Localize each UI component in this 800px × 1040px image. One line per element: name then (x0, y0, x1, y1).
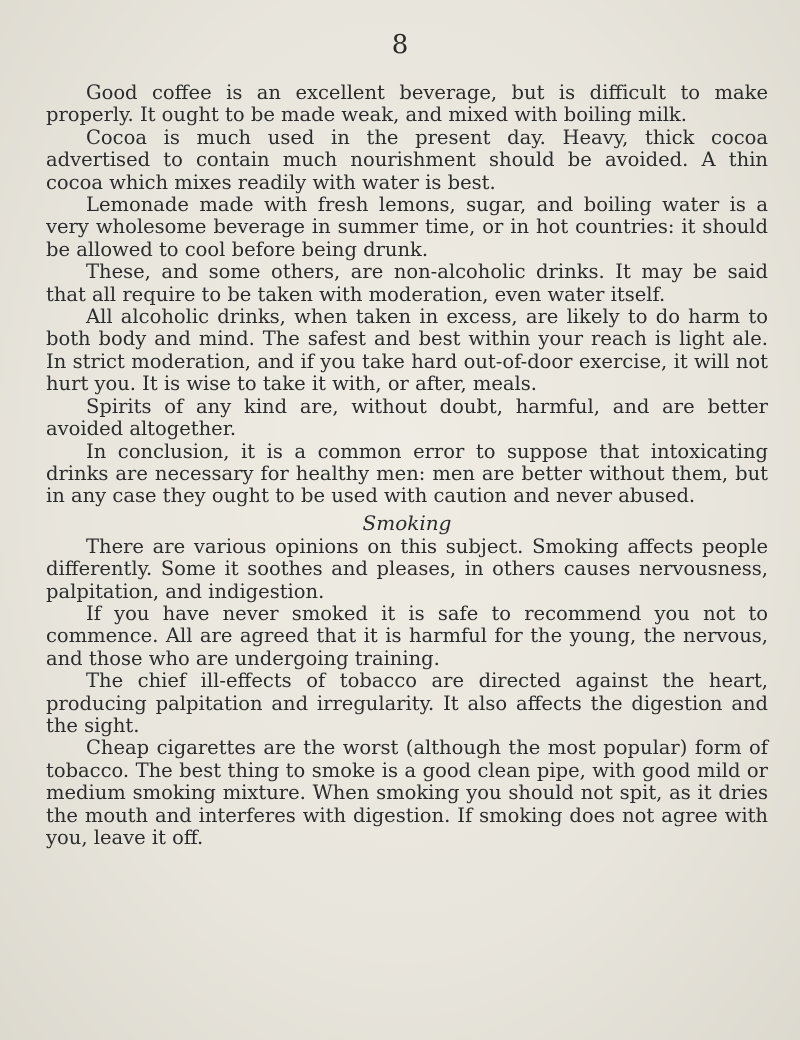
paragraph-ill-effects: The chief ill-effects of tobacco are directed against the heart, producing palpitation and irregularity. It also affects the digestion and the sight. (46, 669, 768, 737)
page-number: 8 (391, 30, 409, 60)
paragraph-alcoholic: All alcoholic drinks, when taken in excess, are likely to do harm to both body and mind. The safest and best within your reach is light ale. In strict moderation, and if you take hard out-of-door exercise, it will not hurt you. It is wise to take it with, or after, meals. (46, 305, 768, 396)
paragraph-lemonade: Lemonade made with fresh lemons, sugar, and boiling water is a very wholesome beverage in summer time, or in hot countries: it should be allowed to cool before being drunk. (46, 193, 768, 261)
paragraph-coffee: Good coffee is an excellent beverage, but is difficult to make properly. It ought to be made weak, and mixed with boiling milk. (46, 81, 768, 127)
paragraph-opinions: There are various opinions on this subject. Smoking affects people differently. Some it soothes and pleases, in others causes nervousness, palpitation, and indigestion. (46, 534, 768, 603)
paragraph-spirits: Spirits of any kind are, without doubt, harmful, and are better avoided altogether. (46, 394, 768, 441)
section-heading-smoking: Smoking (362, 510, 452, 535)
paragraph-cigarettes: Cheap cigarettes are the worst (although the most popular) form of tobacco. The best thing to smoke is a good clean pipe, with good mild or medium smoking mixture. When smoking you should not spit, as it dries the mouth and interferes with digestion. If smoking does not agree with you, leave it off. (46, 736, 768, 849)
paragraph-never-smoked: If you have never smoked it is safe to recommend you not to commence. All are agreed that it is harmful for the young, the nervous, and those who are undergoing training. (46, 601, 768, 670)
paragraph-non-alcoholic: These, and some others, are non-alcoholic drinks. It may be said that all require to be taken with moderation, even water itself. (46, 260, 768, 306)
paragraph-cocoa: Cocoa is much used in the present day. Heavy, thick cocoa advertised to contain much nourishment should be avoided. A thin cocoa which mixes readily with water is best. (46, 125, 768, 194)
paragraph-conclusion: In conclusion, it is a common error to suppose that intoxicating drinks are necessary for healthy men: men are better without them, but in any case they ought to be used with caution and never abused. (46, 439, 768, 508)
body-text (46, 82, 768, 849)
